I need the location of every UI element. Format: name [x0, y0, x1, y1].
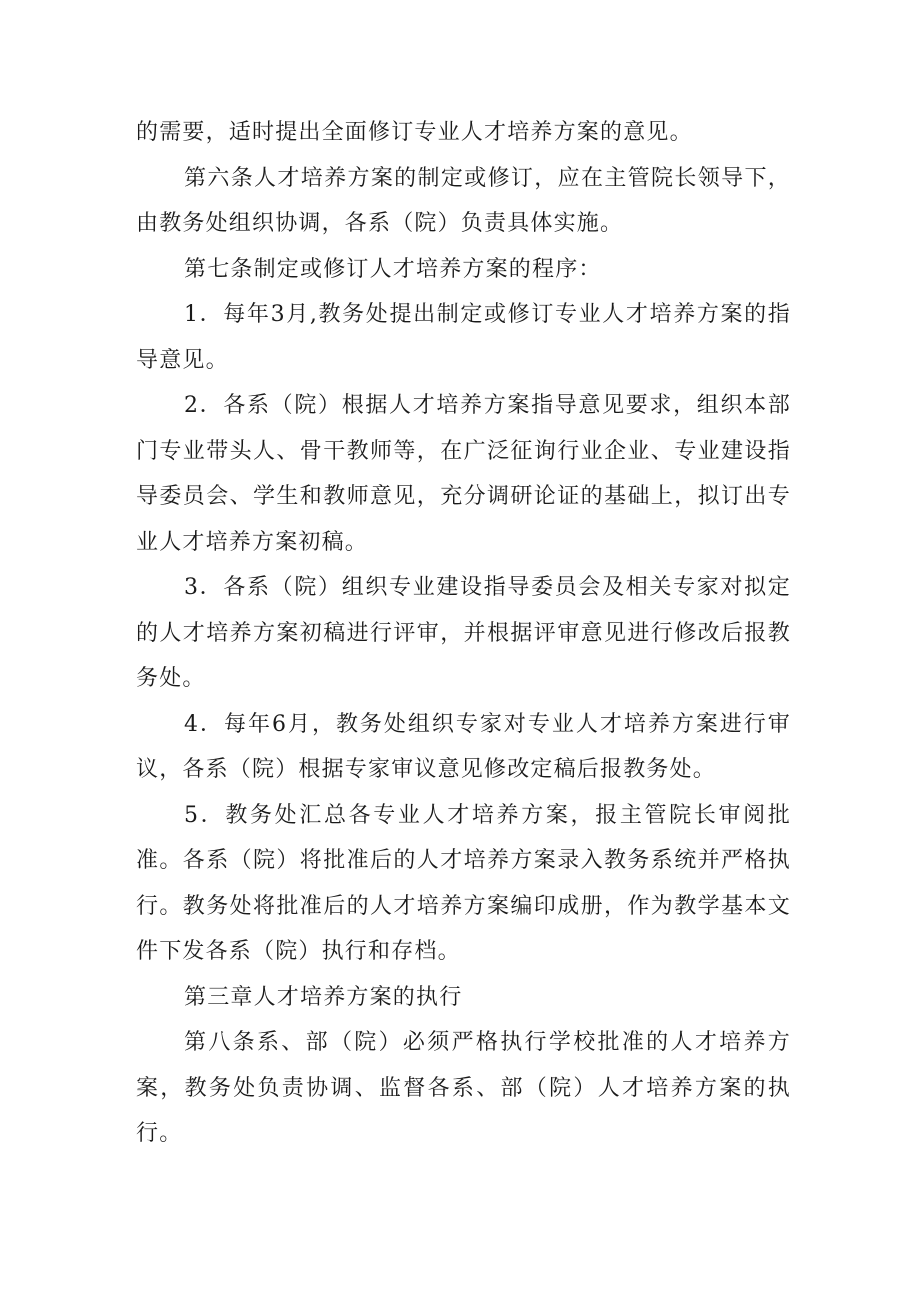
document-body — [136, 110, 791, 1157]
list-item-step-1: 1．每年3月,教务处提出制定或修订专业人才培养方案的指导意见。 — [136, 302, 791, 373]
paragraph-article-7: 第七条制定或修订人才培养方案的程序： — [184, 256, 602, 282]
list-item-step-3: 3．各系（院）组织专业建设指导委员会及相关专家对拟定的人才培养方案初稿进行评审，并根据评审意见进行修改后报教务处。 — [136, 575, 791, 691]
list-item-step-2: 2．各系（院）根据人才培养方案指导意见要求，组织本部门专业带头人、骨干教师等，在广泛征询行业企业、专业建设指导委员会、学生和教师意见，充分调研论证的基础上，拟订出专业人才培养方案初稿。 — [136, 393, 791, 555]
paragraph-article-6: 第六条人才培养方案的制定或修订，应在主管院长领导下，由教务处组织协调，各系（院）负责具体实施。 — [136, 165, 791, 236]
chapter-heading: 第三章人才培养方案的执行 — [184, 984, 463, 1010]
paragraph-continuation: 的需要，适时提出全面修订专业人才培养方案的意见。 — [136, 120, 693, 145]
paragraph-article-8: 第八条系、部（院）必须严格执行学校批准的人才培养方案，教务处负责协调、监督各系、部（院）人才培养方案的执行。 — [136, 1030, 791, 1146]
list-item-step-5: 5．教务处汇总各专业人才培养方案，报主管院长审阅批准。各系（院）将批准后的人才培养方案录入教务系统并严格执行。教务处将批准后的人才培养方案编印成册，作为教学基本文件下发各系（院）执行和存档。 — [136, 802, 791, 964]
list-item-step-4: 4．每年6月，教务处组织专家对专业人才培养方案进行审议，各系（院）根据专家审议意见修改定稿后报教务处。 — [136, 711, 791, 782]
